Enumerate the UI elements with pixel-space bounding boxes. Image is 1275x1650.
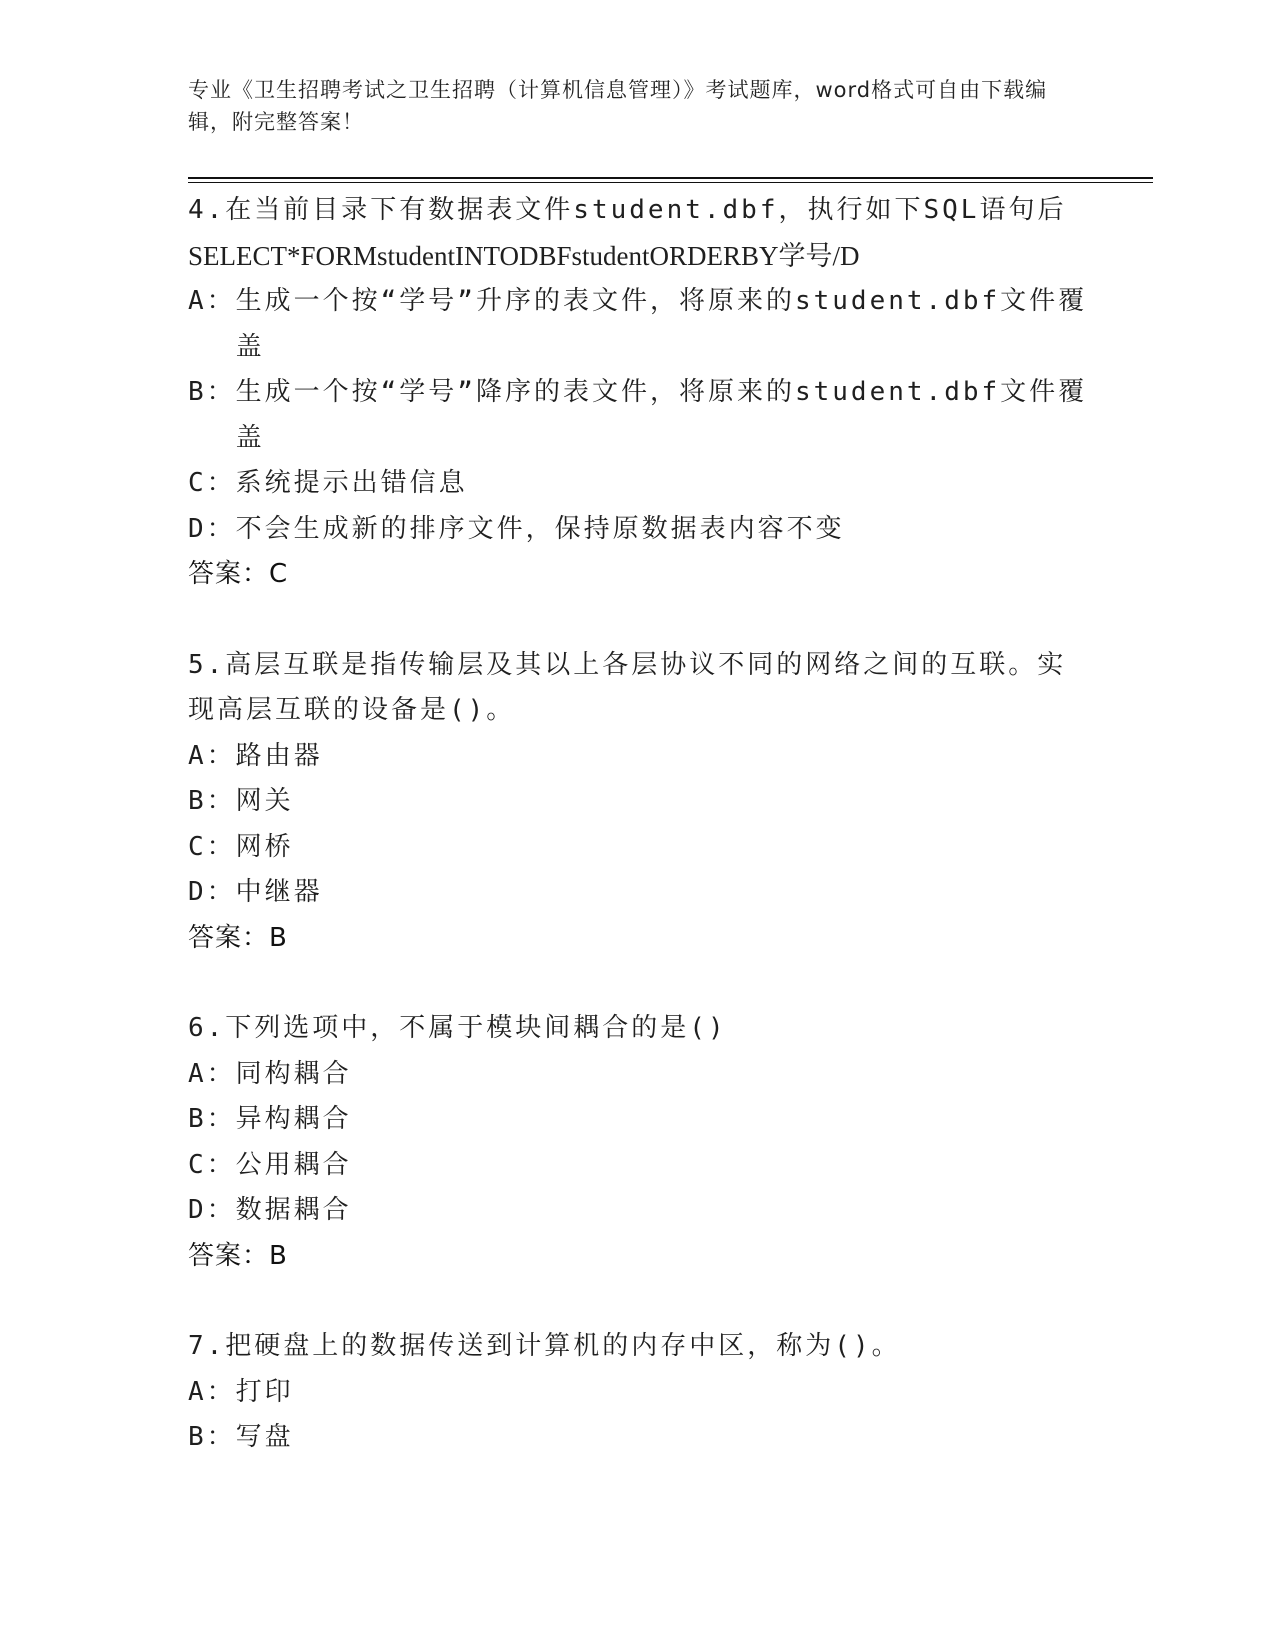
question-title: 4.在当前目录下有数据表文件student.dbf，执行如下SQL语句后 (188, 195, 1067, 225)
option-a (188, 1052, 1088, 1098)
option-c (188, 1143, 1088, 1189)
option-key: C： (188, 468, 236, 498)
option-text: 网桥 (235, 831, 294, 862)
option-text: 网关 (235, 786, 294, 816)
question-4 (188, 188, 1088, 598)
option-a (188, 279, 1088, 370)
option-key: B： (188, 1104, 236, 1134)
option-b (188, 370, 1088, 461)
option-text: 生成一个按“学号”升序的表文件，将原来的student.dbf文件覆盖 (235, 286, 1088, 362)
question-7 (188, 1324, 1088, 1461)
question-title: 6.下列选项中，不属于模块间耦合的是() (188, 1013, 727, 1043)
option-key: A： (188, 1058, 236, 1089)
answer-label: 答案：B (188, 1240, 288, 1271)
option-key: A： (188, 1376, 236, 1407)
option-key: C： (188, 831, 236, 862)
question-5 (188, 643, 1088, 962)
option-key: D： (188, 877, 236, 907)
option-text: 同构耦合 (235, 1058, 352, 1089)
option-key: D： (188, 1195, 236, 1225)
option-d (188, 507, 1088, 553)
question-6 (188, 1006, 1088, 1279)
option-d (188, 870, 1088, 916)
option-b (188, 1415, 1088, 1461)
option-key: B： (188, 377, 236, 407)
option-b (188, 1097, 1088, 1143)
option-text: 打印 (235, 1376, 294, 1407)
question-title: 7.把硬盘上的数据传送到计算机的内存中区，称为()。 (188, 1331, 901, 1361)
header-rule-thick (188, 177, 1153, 179)
answer-label: 答案：B (188, 922, 288, 953)
option-d (188, 1188, 1088, 1234)
question-title: 5.高层互联是指传输层及其以上各层协议不同的网络之间的互联。实现高层互联的设备是()。 (188, 649, 1067, 725)
option-key: A： (188, 740, 236, 771)
question-list (188, 188, 1088, 1506)
option-text: 异构耦合 (235, 1104, 352, 1134)
option-key: B： (188, 1422, 236, 1452)
document-header: 专业《卫生招聘考试之卫生招聘（计算机信息管理）》考试题库，word格式可自由下载编辑，附完整答案！ (188, 78, 1048, 134)
option-text: 数据耦合 (235, 1195, 352, 1225)
option-text: 系统提示出错信息 (235, 468, 468, 498)
option-a (188, 1370, 1088, 1416)
option-c (188, 825, 1088, 871)
answer-label: 答案：C (188, 559, 289, 589)
option-text: 不会生成新的排序文件，保持原数据表内容不变 (235, 513, 845, 544)
option-text: 写盘 (235, 1422, 294, 1452)
option-text: 中继器 (235, 877, 323, 907)
option-text: 路由器 (235, 740, 323, 771)
option-key: D： (188, 513, 236, 544)
option-key: B： (188, 786, 236, 816)
option-text: 生成一个按“学号”降序的表文件，将原来的student.dbf文件覆盖 (235, 377, 1088, 453)
option-a (188, 734, 1088, 780)
option-b (188, 779, 1088, 825)
header-rule-thin (188, 182, 1153, 183)
option-key: C： (188, 1149, 236, 1180)
option-c (188, 461, 1088, 507)
option-key: A： (188, 286, 236, 316)
question-sql: SELECT*FORMstudentINTODBFstudentORDERBY学号/D (188, 240, 860, 271)
option-text: 公用耦合 (235, 1149, 352, 1180)
